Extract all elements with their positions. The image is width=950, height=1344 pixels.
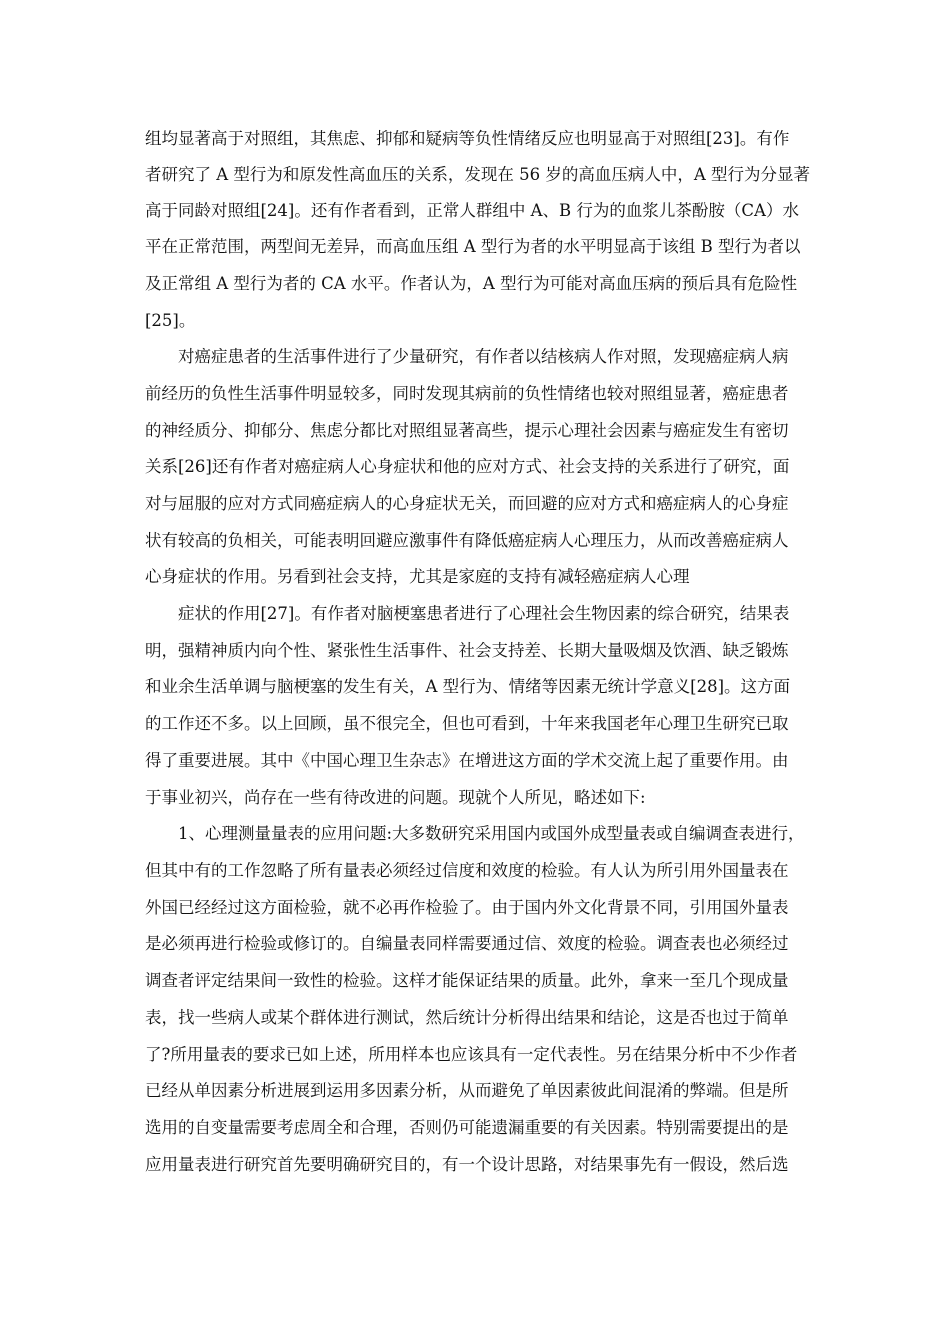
text-line: 和业余生活单调与脑梗塞的发生有关，A 型行为、情绪等因素无统计学意义[28]。这方面 [145, 677, 791, 696]
text-line: 了?所用量表的要求已如上述，所用样本也应该具有一定代表性。另在结果分析中不少作者 [145, 1045, 798, 1064]
text-line: [25]。 [145, 311, 196, 330]
paragraph-first-line: 症状的作用[27]。有作者对脑梗塞患者进行了心理社会生物因素的综合研究，结果表 [178, 604, 790, 623]
text-line: 选用的自变量需要考虑周全和合理，否则仍可能遗漏重要的有关因素。特别需要提出的是 [145, 1118, 789, 1137]
text-line: 的神经质分、抑郁分、焦虑分都比对照组显著高些，提示心理社会因素与癌症发生有密切 [145, 421, 789, 440]
text-line: 关系[26]还有作者对癌症病人心身症状和他的应对方式、社会支持的关系进行了研究，面 [145, 457, 790, 476]
text-line: 已经从单因素分析进展到运用多因素分析，从而避免了单因素彼此间混淆的弊端。但是所 [145, 1081, 789, 1100]
paragraph-first-line: 对癌症患者的生活事件进行了少量研究，有作者以结核病人作对照，发现癌症病人病 [178, 347, 789, 366]
text-line: 对与屈服的应对方式同癌症病人的心身症状无关，而回避的应对方式和癌症病人的心身症 [145, 494, 789, 513]
text-line: 及正常组 A 型行为者的 CA 水平。作者认为，A 型行为可能对高血压病的预后具有危险性 [145, 274, 798, 293]
paragraph-first-line: 1、心理测量量表的应用问题:大多数研究采用国内或国外成型量表或自编调查表进行， [178, 824, 805, 843]
text-line: 前经历的负性生活事件明显较多，同时发现其病前的负性情绪也较对照组显著，癌症患者 [145, 384, 789, 403]
text-line: 平在正常范围，两型间无差异，而高血压组 A 型行为者的水平明显高于该组 B 型行为者以 [145, 237, 801, 256]
text-line: 者研究了 A 型行为和原发性高血压的关系，发现在 56 岁的高血压病人中，A 型行为分显著 [145, 165, 811, 184]
text-line: 但其中有的工作忽略了所有量表必须经过信度和效度的检验。有人认为所引用外国量表在 [145, 861, 789, 880]
text-line: 于事业初兴，尚存在一些有待改进的问题。现就个人所见，略述如下: [145, 788, 646, 807]
text-line: 调查者评定结果间一致性的检验。这样才能保证结果的质量。此外，拿来一至几个现成量 [145, 971, 789, 990]
text-line: 组均显著高于对照组，其焦虑、抑郁和疑病等负性情绪反应也明显高于对照组[23]。有作 [145, 129, 790, 148]
text-line: 明，强精神质内向个性、紧张性生活事件、社会支持差、长期大量吸烟及饮酒、缺乏锻炼 [145, 641, 789, 660]
text-line: 应用量表进行研究首先要明确研究目的，有一个设计思路，对结果事先有一假设，然后选 [145, 1155, 789, 1174]
text-line: 是必须再进行检验或修订的。自编量表同样需要通过信、效度的检验。调查表也必须经过 [145, 934, 789, 953]
text-line: 状有较高的负相关，可能表明回避应激事件有降低癌症病人心理压力，从而改善癌症病人 [145, 531, 789, 550]
text-line: 得了重要进展。其中《中国心理卫生杂志》在增进这方面的学术交流上起了重要作用。由 [145, 751, 789, 770]
text-line: 外国已经经过这方面检验，就不必再作检验了。由于国内外文化背景不同，引用国外量表 [145, 898, 789, 917]
text-line: 高于同龄对照组[24]。还有作者看到，正常人群组中 A、B 行为的血浆儿茶酚胺（CA）水 [145, 201, 799, 220]
text-line: 表，找一些病人或某个群体进行测试，然后统计分析得出结果和结论，这是否也过于简单 [145, 1008, 789, 1027]
text-line: 的工作还不多。以上回顾，虽不很完全，但也可看到，十年来我国老年心理卫生研究已取 [145, 714, 789, 733]
text-line [145, 1186, 821, 1216]
text-line: 心身症状的作用。另看到社会支持，尤其是家庭的支持有减轻癌症病人心理 [145, 567, 690, 586]
